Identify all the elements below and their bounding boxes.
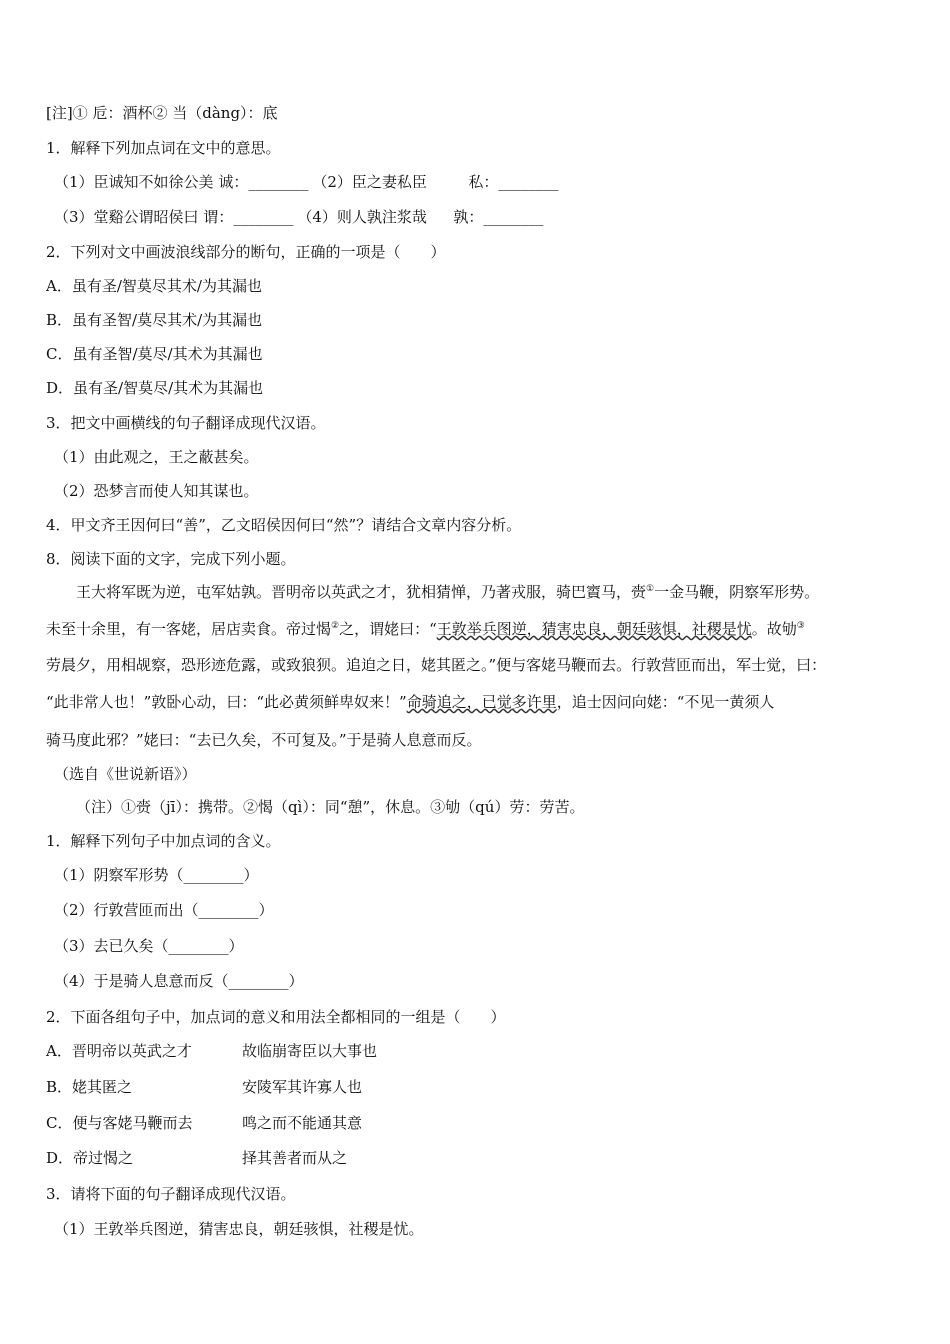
s8-option-a <box>46 1041 377 1061</box>
option-c: C．虽有圣智/莫尽/其术为其漏也 <box>46 345 263 363</box>
passage-line-2 <box>46 619 912 639</box>
question-3-item-1: （1）由此观之，王之蔽甚矣。 <box>54 448 259 466</box>
question-4: 4．甲文齐王因何曰“善”，乙文昭侯因何曰“然”？请结合文章内容分析。 <box>46 516 522 534</box>
passage-text: “此非常人也！”敦卧心动，曰：“此必黄须鲜卑奴来！” <box>46 693 407 711</box>
s8-question-2: 2．下面各组句子中，加点词的意义和用法全都相同的一组是（ ） <box>46 1008 506 1026</box>
passage-line-5: 骑马度此邪？”姥曰：“去已久矣，不可复及。”于是骑人息意而反。 <box>46 731 482 749</box>
footnote-marker-2: ② <box>331 621 340 631</box>
passage-line-1 <box>46 582 912 602</box>
s8-question-3-item-1: （1）王敦举兵图逆，猜害忠良，朝廷骇惧，社稷是忧。 <box>54 1220 424 1238</box>
question-3: 3．把文中画横线的句子翻译成现代汉语。 <box>46 414 326 432</box>
footnote-marker-3: ③ <box>796 621 805 631</box>
question-2: 2．下列对文中画波浪线部分的断句，正确的一项是（ ） <box>46 243 446 261</box>
option-a: A．虽有圣/智莫尽其术/为其漏也 <box>46 277 262 295</box>
s8-option-a-left: A．晋明帝以英武之才 <box>46 1042 192 1060</box>
s8-option-b-left: B．姥其匿之 <box>46 1078 133 1096</box>
question-1-item-4-blank: 孰：________ <box>453 208 544 226</box>
passage-text: ，追士因问向姥：“不见一黄须人 <box>556 693 775 711</box>
passage-line-3: 劳晨夕，用相觇察，恐形迹危露，或致狼狈。追迫之日，姥其匿之。”便与客姥马鞭而去。行敦营匝而出，军士觉，曰： <box>46 656 827 674</box>
s8-option-d <box>46 1148 347 1168</box>
question-1-item-2: （2）臣之妻私臣 <box>312 173 427 191</box>
annotation-note: [注]① 卮：酒杯② 当（dàng）：底 <box>46 104 278 122</box>
question-3-item-2: （2）恐梦言而使人知其谋也。 <box>54 482 259 500</box>
s8-question-3: 3．请将下面的句子翻译成现代汉语。 <box>46 1185 296 1203</box>
s8-option-c <box>46 1113 362 1133</box>
question-1-item-3: （3）堂谿公谓昭侯曰 谓：________ <box>54 208 294 226</box>
question-1-row-1 <box>54 172 558 192</box>
option-b: B．虽有圣智/莫尽其术/为其漏也 <box>46 311 263 329</box>
s8-option-d-right: 择其善者而从之 <box>242 1149 348 1167</box>
s8-question-1-item-3: （3）去已久矣（________） <box>54 937 244 955</box>
question-1-row-2 <box>54 207 543 227</box>
s8-option-d-left: D．帝过愒之 <box>46 1149 134 1167</box>
wavy-underlined-sentence: 王敦举兵图逆，猜害忠良，朝廷骇惧，社稷是忧 <box>436 620 752 638</box>
s8-option-b <box>46 1077 362 1097</box>
question-1-item-2-blank: 私：________ <box>468 173 559 191</box>
s8-question-1: 1．解释下列句子中加点词的含义。 <box>46 832 281 850</box>
s8-option-b-right: 安陵军其许寡人也 <box>242 1078 363 1096</box>
s8-option-c-right: 鸣之而不能通其意 <box>242 1114 363 1132</box>
passage-line-4 <box>46 692 912 712</box>
s8-question-1-item-4: （4）于是骑人息意而反（________） <box>54 972 304 990</box>
s8-question-1-item-2: （2）行敦营匝而出（________） <box>54 901 274 919</box>
footnote-marker-1: ① <box>646 584 655 594</box>
question-1: 1．解释下列加点词在文中的意思。 <box>46 139 281 157</box>
passage-text: 王大将军既为逆，屯军姑孰。晋明帝以英武之才，犹相猜惮，乃著戎服，骑巴賨马，赍 <box>46 583 647 601</box>
passage-text: 。故劬 <box>751 620 797 638</box>
s8-option-a-right: 故临崩寄臣以大事也 <box>242 1042 378 1060</box>
passage-text: 一金马鞭，阴察军形势。 <box>654 583 820 601</box>
passage-text: 之，谓姥曰：“ <box>339 620 437 638</box>
option-d: D．虽有圣/智莫尽/其术为其漏也 <box>46 379 264 397</box>
passage-notes: （注）①赍（jī）：携带。②愒（qì）：同“憩”，休息。③劬（qú）劳：劳苦。 <box>76 798 585 816</box>
passage-text: 未至十余里，有一客姥，居店卖食。帝过愒 <box>46 620 332 638</box>
s8-option-c-left: C．便与客姥马鞭而去 <box>46 1114 193 1132</box>
s8-question-1-item-1: （1）阴察军形势（________） <box>54 866 259 884</box>
underlined-sentence: 命骑追之，已觉多许里 <box>406 693 557 711</box>
question-1-item-1: （1）臣诚知不如徐公美 诚：________ <box>54 173 309 191</box>
question-1-item-4: （4）则人孰注浆哉 <box>297 208 427 226</box>
section-8-header: 8．阅读下面的文字，完成下列小题。 <box>46 550 296 568</box>
passage-source: （选自《世说新语》） <box>54 765 197 783</box>
